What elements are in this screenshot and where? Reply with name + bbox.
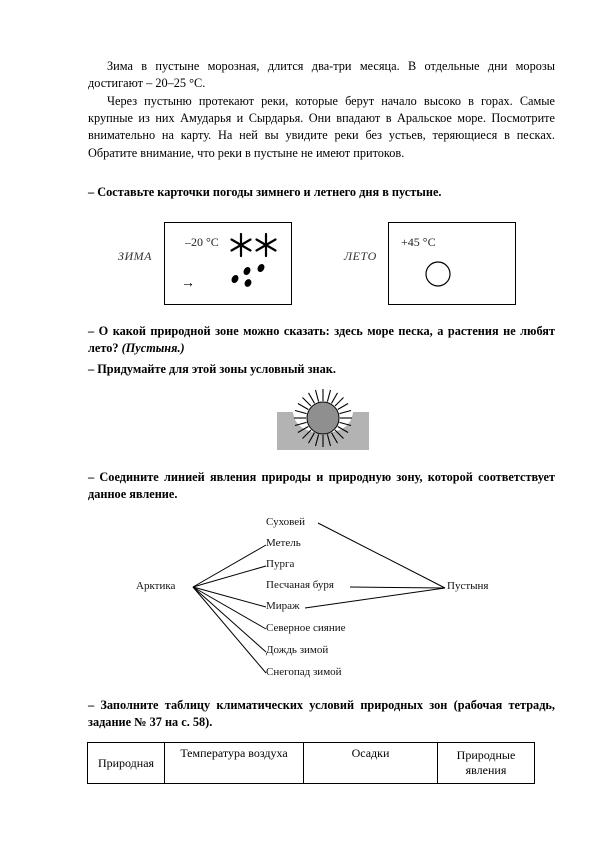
phenomenon-aurora: Северное сияние [266, 622, 346, 634]
phenomenon-sukhovey: Суховей [266, 516, 306, 528]
rivers-paragraph: Через пустыню протекают реки, которые берут начало высоко в горах. Самые крупные из них Амударья и Сырдарья. Они впадают в Аральское море. Посмотрите внимательно на карту. На ней вы увидите реки без устьев, теряющиеся в песках. Обратите внимание, что реки в пустыне не имеют притоков. [88, 94, 555, 160]
winter-temperature: –20 °С [185, 235, 219, 249]
task-connect: – Соедините линией явления природы и природную зону, которой соответствует данное явление. [88, 470, 555, 502]
question-text: – О какой природной зоне можно сказать: здесь море песка, а растения не любят лето? [88, 324, 555, 356]
phenomenon-metel: Метель [266, 537, 301, 549]
zone-arctic: Арктика [136, 580, 176, 592]
summer-card-label: ЛЕТО [344, 249, 377, 263]
winter-paragraph: Зима в пустыне морозная, длится два-три месяца. В отдельные дни морозы достигают – 20–25 °С. [88, 59, 555, 91]
task-weather-cards: – Составьте карточки погоды зимнего и летнего дня в пустыне. [88, 185, 442, 199]
table-header-zone: Природная [88, 743, 165, 784]
winter-card-label: ЗИМА [118, 249, 152, 263]
table-header-phenomena: Природные явления [438, 743, 535, 784]
table-header-row [88, 743, 535, 784]
phenomenon-winter-rain: Дождь зимой [266, 644, 329, 656]
phenomenon-mirage: Мираж [266, 600, 300, 612]
phenomenon-winter-snowfall: Снегопад зимой [266, 666, 342, 678]
task-table: – Заполните таблицу климатических условий природных зон (рабочая тетрадь, задание № 37 на с. 58). [88, 698, 555, 730]
task-symbol: – Придумайте для этой зоны условный знак. [88, 362, 336, 376]
phenomenon-sandstorm: Песчаная буря [266, 579, 334, 591]
table-header-temperature: Температура воздуха [165, 743, 304, 784]
climate-table [87, 742, 535, 784]
zone-desert: Пустыня [447, 580, 489, 592]
phenomenon-purga: Пурга [266, 558, 295, 570]
table-header-precipitation: Осадки [304, 743, 438, 784]
answer-text: (Пустыня.) [121, 341, 185, 356]
summer-temperature: +45 °С [401, 235, 436, 249]
wind-arrow-icon: → [181, 276, 195, 291]
